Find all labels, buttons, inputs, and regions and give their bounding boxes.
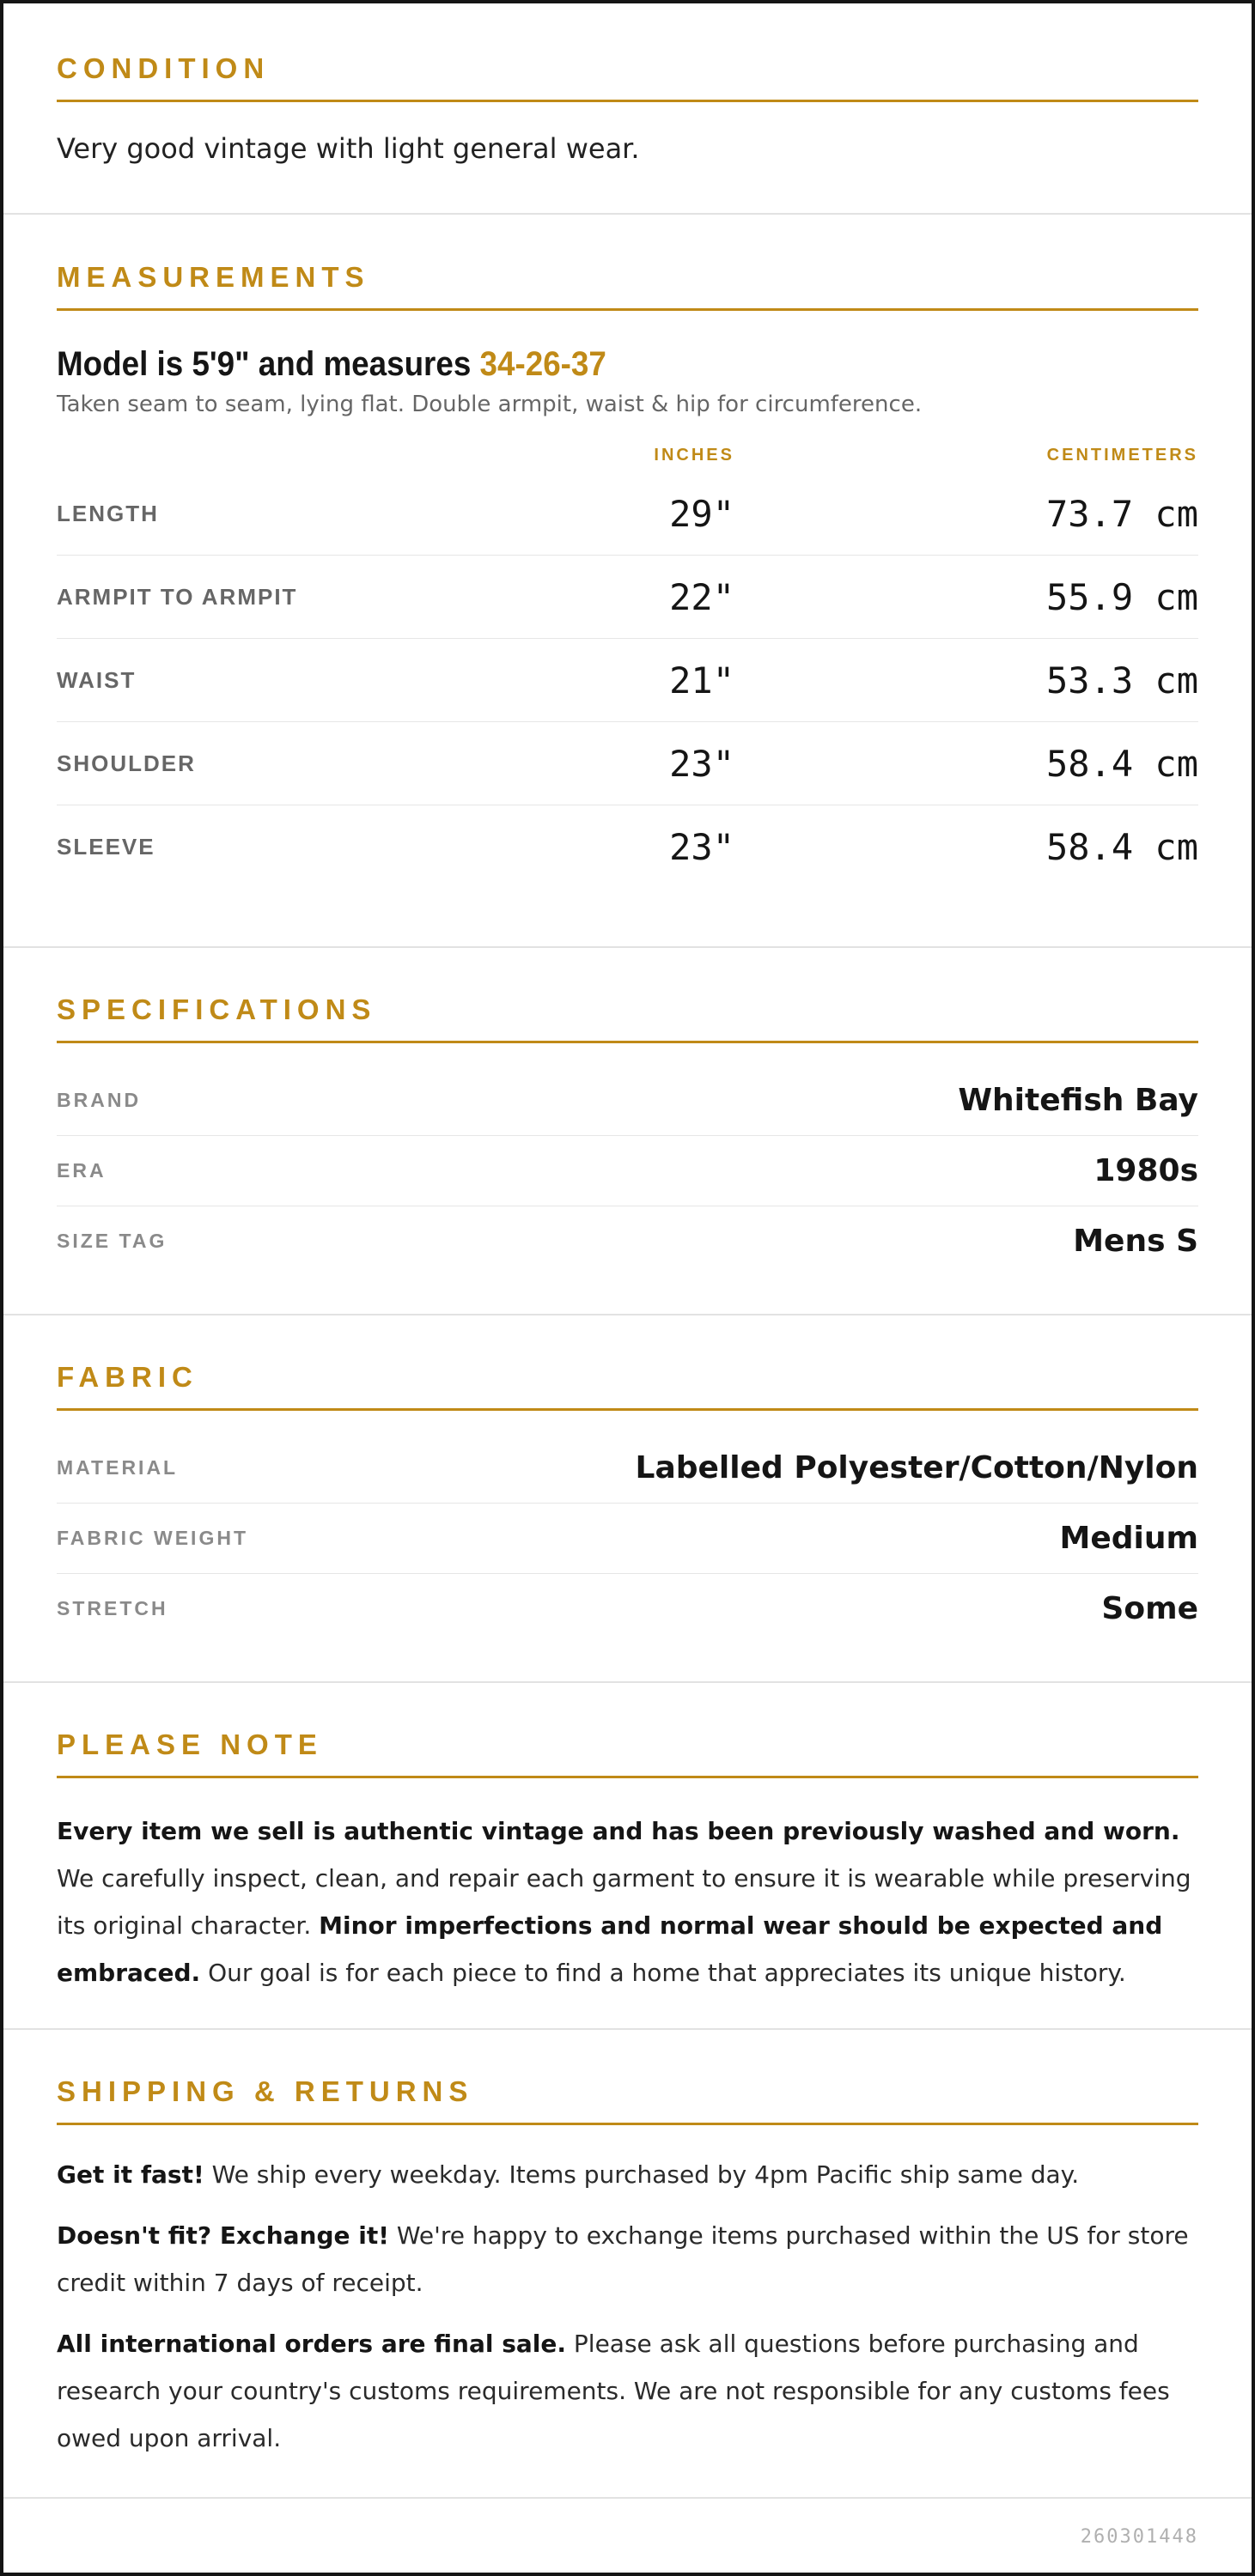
shipping-paragraph-fast: [57, 2151, 1198, 2198]
measurements-title: MEASUREMENTS: [57, 260, 1198, 311]
measurement-method-note: Taken seam to seam, lying flat. Double armpit, waist & hip for circumference.: [57, 392, 923, 417]
shipping-paragraph-exchange: [57, 2212, 1198, 2306]
measurement-inches: 23": [669, 825, 734, 868]
shipping-text-1: We ship every weekday. Items purchased by 4pm Pacific ship same day.: [204, 2160, 1080, 2189]
inches-column-header: INCHES: [654, 445, 734, 465]
shipping-text-2: We're happy to exchange items purchased within the US for store credit within 7 days of receipt.: [57, 2221, 1189, 2297]
fabric-key: STRETCH: [57, 1597, 168, 1619]
measurement-row-shoulder: [57, 722, 1198, 805]
note-text-2: Our goal is for each piece to find a home that appreciates its unique history.: [200, 1959, 1126, 1987]
spec-value: Whitefish Bay: [958, 1083, 1198, 1118]
note-bold-1: Every item we sell is authentic vintage and has been previously washed and worn.: [57, 1817, 1180, 1845]
spec-row-brand: [57, 1066, 1198, 1136]
shipping-bold-3: All international orders are final sale.: [57, 2330, 567, 2358]
measurement-cm: 58.4 cm: [1045, 825, 1198, 868]
spec-value: 1980s: [1094, 1153, 1198, 1188]
please-note-section: [3, 1683, 1252, 2030]
spec-value: Mens S: [1073, 1224, 1198, 1259]
fabric-section: [3, 1315, 1252, 1683]
note-text-1: We carefully inspect, clean, and repair each garment to ensure it is wearable while preserving its original character.: [57, 1864, 1191, 1940]
specifications-title: SPECIFICATIONS: [57, 993, 1198, 1043]
fabric-value: Labelled Polyester/Cotton/Nylon: [635, 1450, 1198, 1485]
measurement-row-sleeve: [57, 805, 1198, 888]
spec-key: ERA: [57, 1159, 107, 1182]
condition-section: [3, 3, 1252, 215]
fabric-list: [57, 1433, 1198, 1643]
spec-key: SIZE TAG: [57, 1230, 168, 1252]
condition-title: CONDITION: [57, 52, 1198, 102]
measurement-label: SHOULDER: [57, 750, 196, 776]
measurements-table: [57, 438, 1198, 888]
measurement-label: SLEEVE: [57, 833, 155, 860]
shipping-text-3: Please ask all questions before purchasing and research your country's customs requirements. We are not responsible for any customs fees owed upon arrival.: [57, 2330, 1170, 2452]
centimeters-column-header: CENTIMETERS: [1046, 445, 1198, 465]
measurement-cm: 53.3 cm: [1045, 659, 1198, 702]
fabric-value: Some: [1101, 1591, 1198, 1626]
model-measures-value: 34-26-37: [479, 345, 606, 383]
model-measures-line: [57, 343, 1107, 385]
note-bold-2: Minor imperfections and normal wear should be expected and embraced.: [57, 1911, 1163, 1987]
spec-key: BRAND: [57, 1089, 142, 1111]
shipping-bold-2: Doesn't fit? Exchange it!: [57, 2221, 389, 2250]
measurements-table-header: [57, 438, 1198, 472]
item-code: 260301448: [1080, 2525, 1198, 2548]
shipping-returns-section: [3, 2030, 1252, 2499]
condition-text: Very good vintage with light general wear.: [57, 132, 640, 165]
measurement-inches: 29": [669, 492, 734, 535]
fabric-key: FABRIC WEIGHT: [57, 1527, 248, 1549]
fabric-row-weight: [57, 1504, 1198, 1574]
measurement-row-length: [57, 472, 1198, 556]
measurement-label: ARMPIT TO ARMPIT: [57, 583, 298, 610]
spec-row-size-tag: [57, 1206, 1198, 1276]
shipping-paragraph-international: [57, 2320, 1198, 2462]
shipping-bold-1: Get it fast!: [57, 2160, 204, 2189]
measurement-inches: 22": [669, 575, 734, 618]
fabric-title: FABRIC: [57, 1360, 1198, 1411]
specifications-list: [57, 1066, 1198, 1276]
measurement-cm: 55.9 cm: [1045, 575, 1198, 618]
measurement-label: LENGTH: [57, 500, 159, 526]
model-prefix: Model is 5'9" and measures: [57, 345, 472, 383]
specifications-section: [3, 948, 1252, 1315]
fabric-row-stretch: [57, 1574, 1198, 1643]
measurement-inches: 23": [669, 742, 734, 785]
fabric-key: MATERIAL: [57, 1456, 179, 1479]
please-note-title: PLEASE NOTE: [57, 1728, 1198, 1778]
fabric-value: Medium: [1059, 1521, 1198, 1556]
please-note-text: [57, 1807, 1198, 1996]
fabric-row-material: [57, 1433, 1198, 1504]
measurement-cm: 58.4 cm: [1045, 742, 1198, 785]
measurement-inches: 21": [669, 659, 734, 702]
spec-row-era: [57, 1136, 1198, 1206]
shipping-returns-title: SHIPPING & RETURNS: [57, 2075, 1198, 2125]
measurement-label: WAIST: [57, 666, 137, 693]
measurement-row-waist: [57, 639, 1198, 722]
measurements-section: [3, 215, 1252, 948]
footer: [3, 2499, 1252, 2574]
measurement-cm: 73.7 cm: [1045, 492, 1198, 535]
measurement-row-armpit: [57, 556, 1198, 639]
